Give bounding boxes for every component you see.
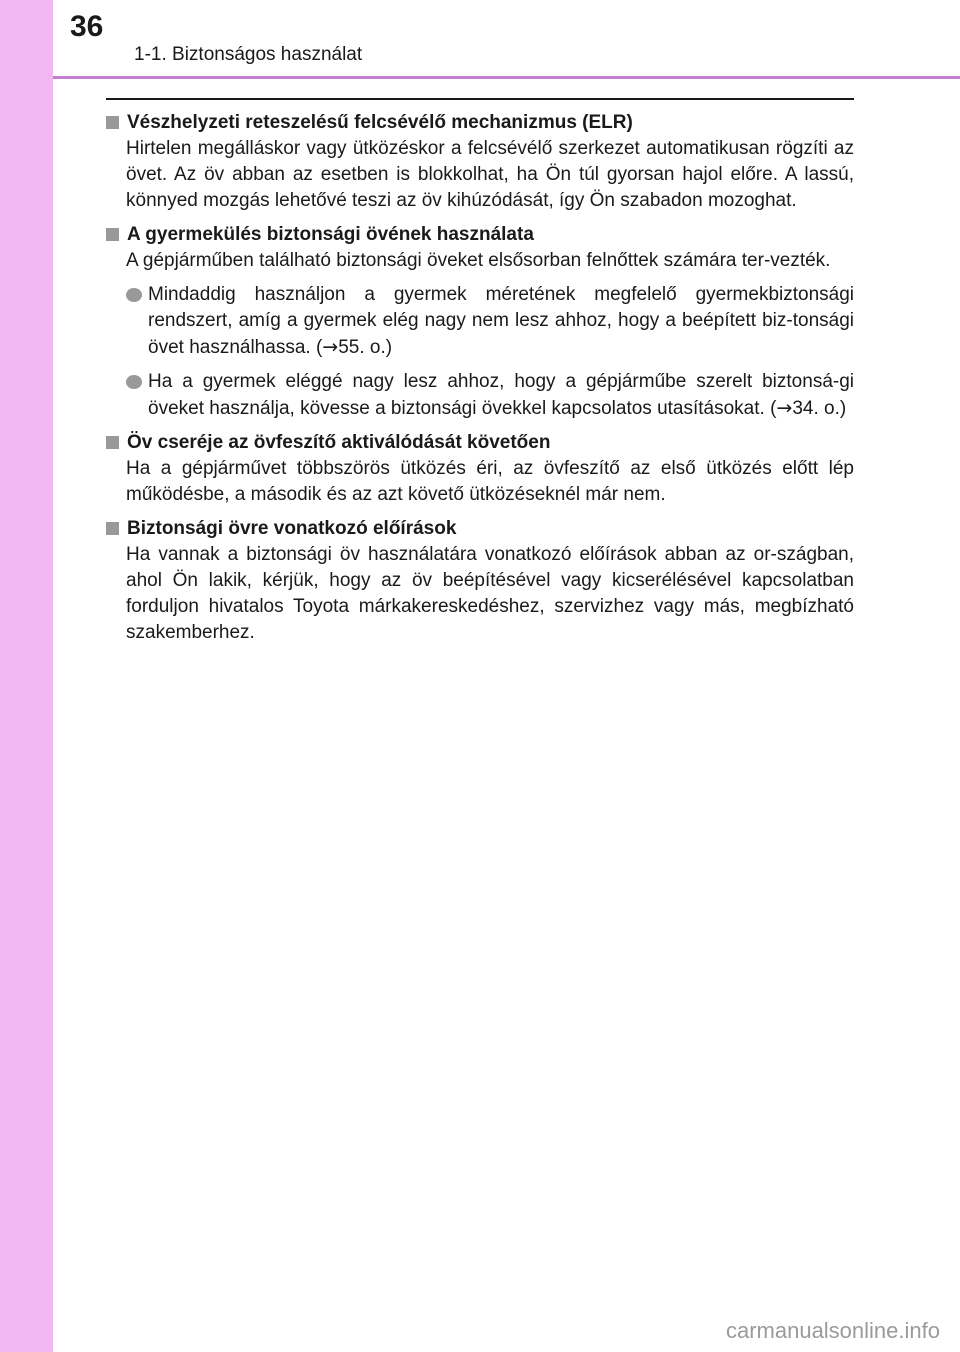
round-bullet-icon — [126, 375, 142, 389]
section-heading-text: Öv cseréje az övfeszítő aktiválódását követően — [127, 432, 551, 453]
list-item — [126, 369, 854, 422]
page-reference-link[interactable] — [776, 398, 839, 419]
section-elr — [106, 110, 854, 214]
section-body: A gépjárműben található biztonsági öveket elsősorban felnőttek számára ter-vezték. — [126, 250, 831, 271]
section-regulations — [106, 516, 854, 646]
page-content — [106, 110, 854, 654]
watermark: carmanualsonline.info — [725, 1318, 940, 1343]
section-heading — [106, 430, 854, 456]
section-heading-text: Vészhelyzeti reteszelésű felcsévélő mechanizmus (ELR) — [127, 112, 633, 133]
section-heading-text: Biztonsági övre vonatkozó előírások — [127, 518, 457, 539]
list-item — [126, 282, 854, 361]
page-reference: 55. o. — [338, 337, 386, 358]
header-divider — [53, 76, 960, 79]
section-heading — [106, 516, 854, 542]
page-reference-link[interactable] — [322, 337, 385, 358]
section-child-seat-belt — [106, 222, 854, 422]
section-heading — [106, 110, 854, 136]
closing-paren: ) — [839, 398, 847, 419]
square-bullet-icon — [106, 436, 119, 449]
list-item-text: Ha a gyermek eléggé nagy lesz ahhoz, hogy a gépjárműbe szerelt biztonsá-gi öveket használja, kövesse a biztonsági övekkel kapcsolatos utasításokat. ( — [148, 371, 854, 419]
chapter-title: 1-1. Biztonságos használat — [134, 44, 363, 65]
section-body: Hirtelen megálláskor vagy ütközéskor a felcsévélő szerkezet automatikusan rögzíti az övet. Az öv abban az esetben is blokkolhat, ha Ön túl gyorsan hajol előre. A lassú, könnyed mozgás lehetővé teszi az öv kihúzódását, így Ön szabadon mozoghat. — [126, 138, 854, 211]
arrow-right-icon: → — [322, 336, 339, 358]
section-body: Ha vannak a biztonsági öv használatára vonatkozó előírások abban az or-szágban, ahol Ön lakik, kérjük, hogy az öv beépítésével vagy kicserélésével kapcsolatban forduljon hivatalos Toyota márkakereskedéshez, szervizhez vagy más, megbízható szakemberhez. — [126, 544, 854, 643]
chapter-sidebar-tab — [0, 0, 53, 1352]
page-number: 36 — [70, 10, 104, 43]
square-bullet-icon — [106, 228, 119, 241]
section-heading — [106, 222, 854, 248]
arrow-right-icon: → — [776, 397, 793, 419]
section-belt-replacement — [106, 430, 854, 508]
page-reference: 34. o. — [792, 398, 840, 419]
square-bullet-icon — [106, 116, 119, 129]
section-divider — [106, 98, 854, 100]
closing-paren: ) — [385, 337, 393, 358]
square-bullet-icon — [106, 522, 119, 535]
section-body: Ha a gépjárművet többszörös ütközés éri, az övfeszítő az első ütközés előtt lép működésbe, a második és az azt követő ütközéseknél már nem. — [126, 458, 854, 505]
list-item-text: Mindaddig használjon a gyermek méretének megfelelő gyermekbiztonsági rendszert, amíg a gyermek elég nagy nem lesz ahhoz, hogy a beépített biz-tonsági övet használhassa. ( — [148, 284, 854, 358]
section-heading-text: A gyermekülés biztonsági övének használata — [127, 224, 534, 245]
round-bullet-icon — [126, 288, 142, 302]
